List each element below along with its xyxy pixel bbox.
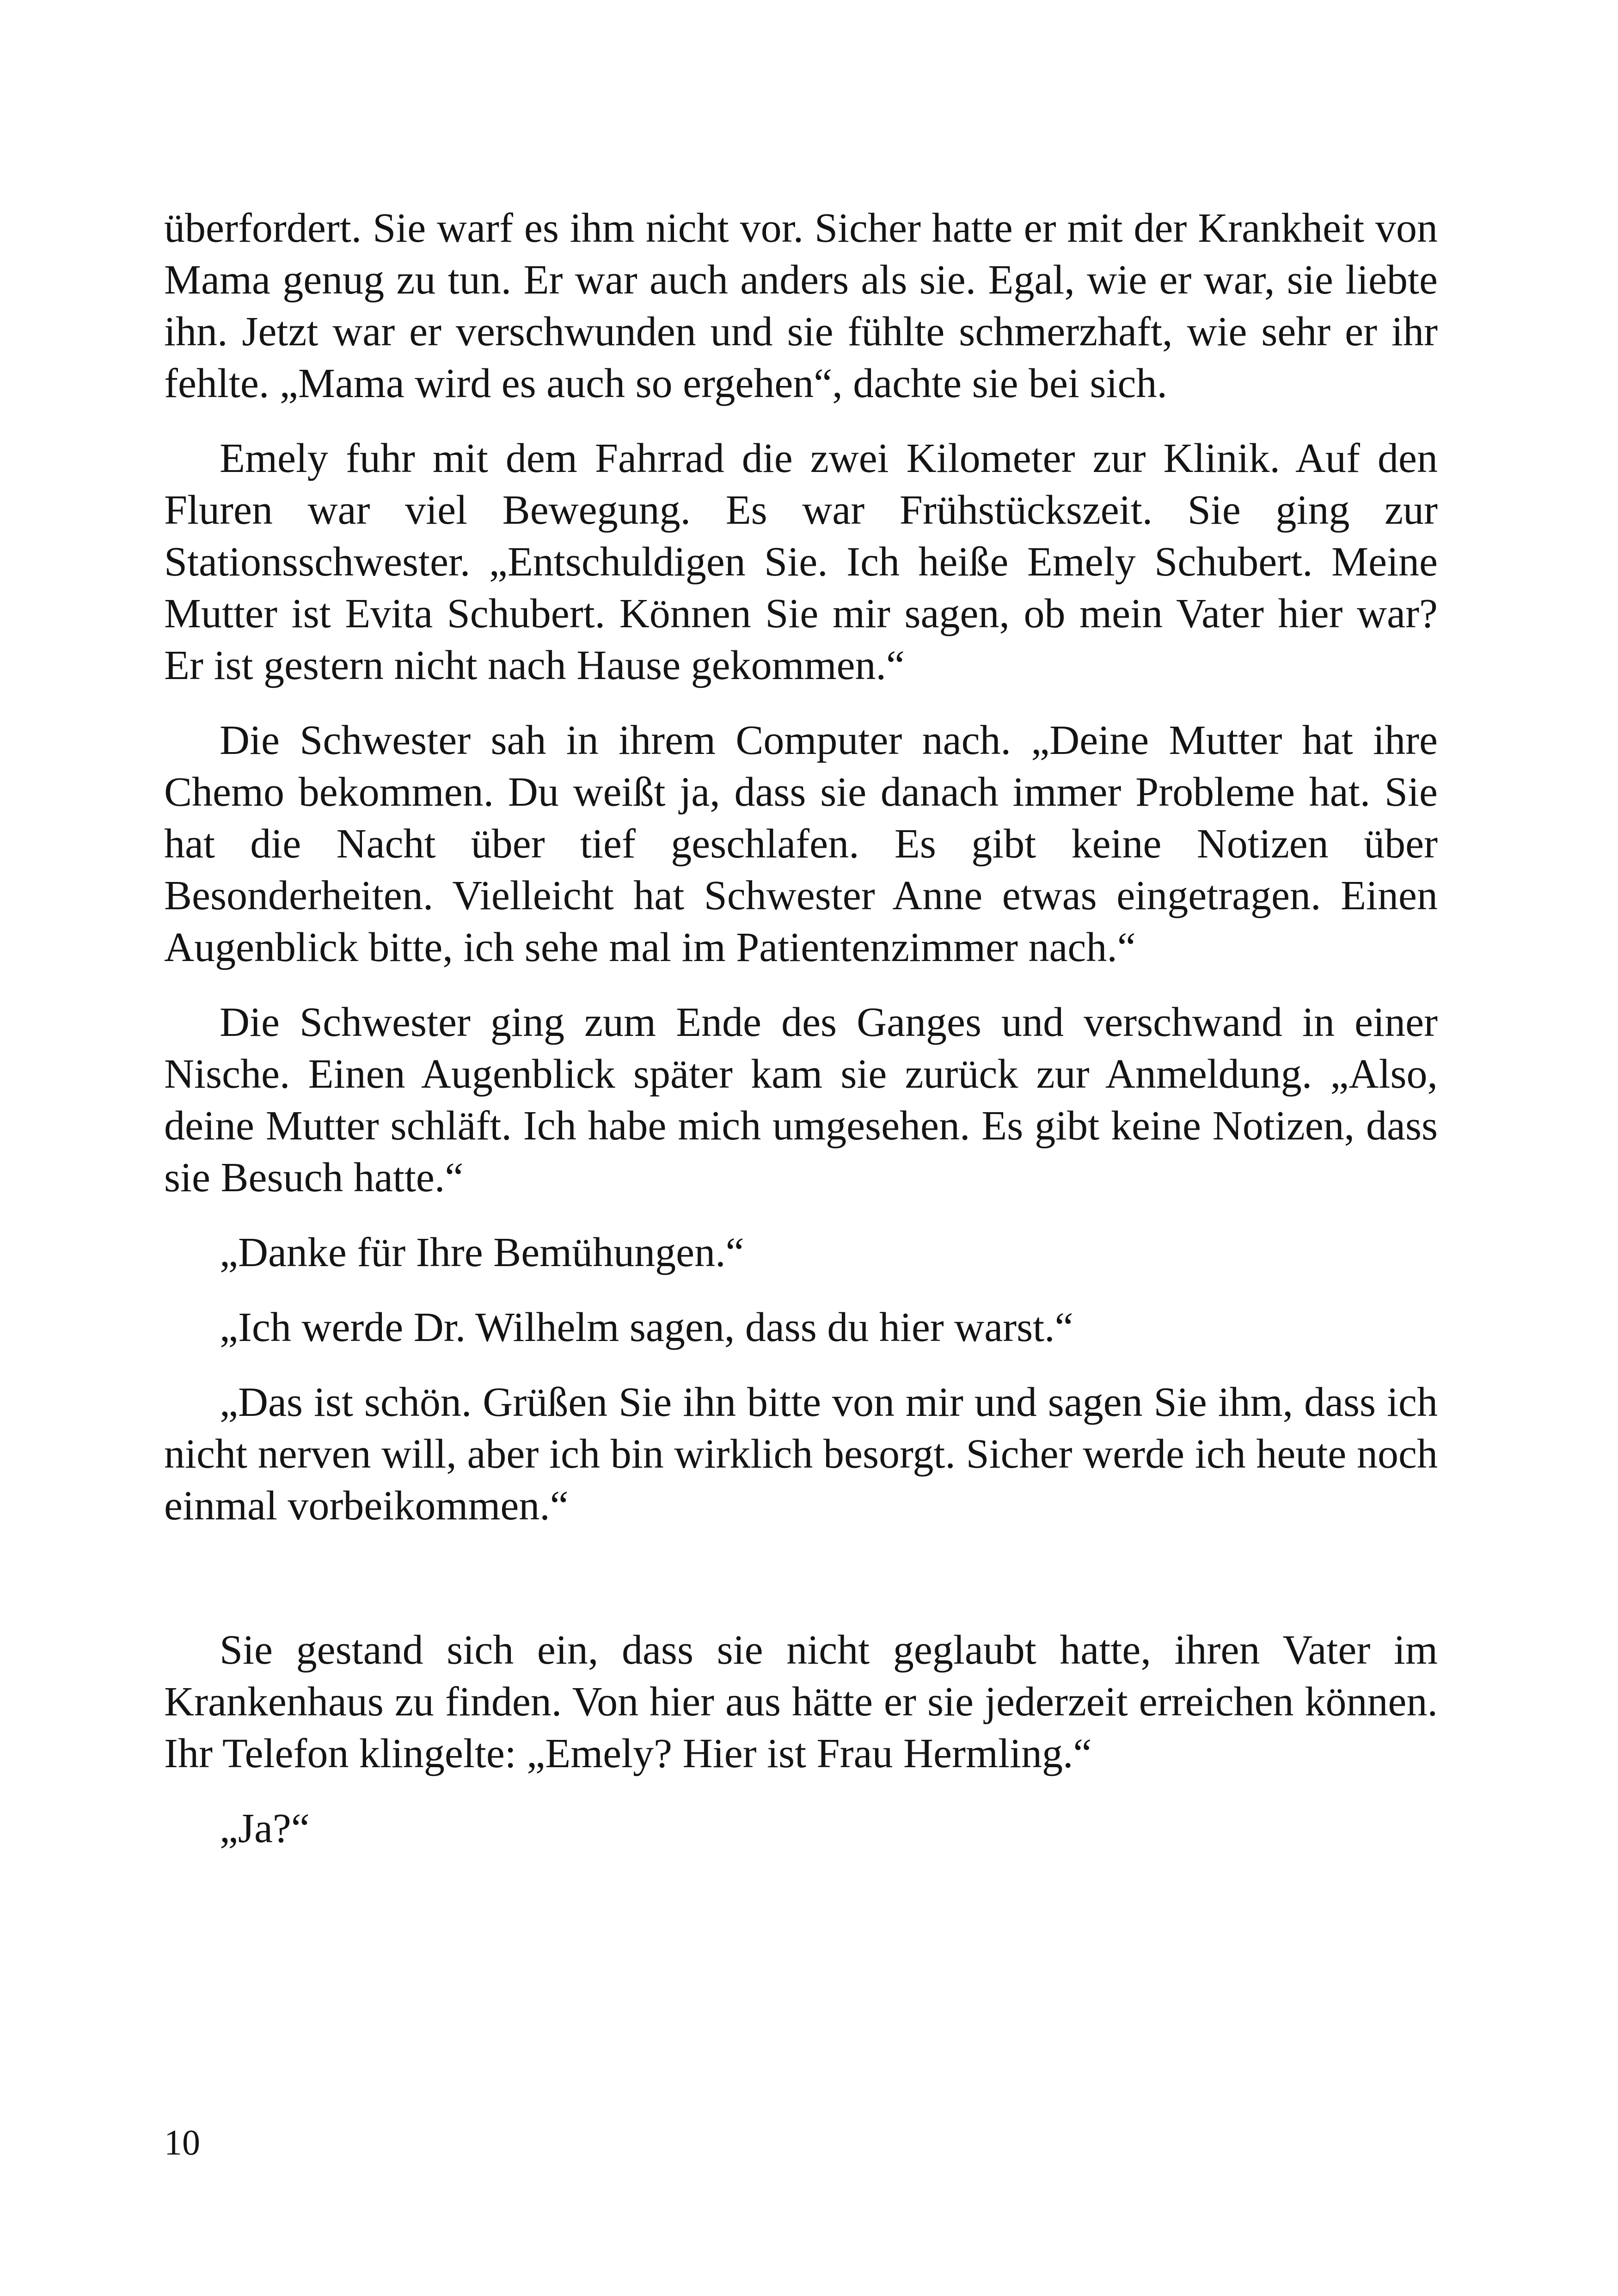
- paragraph: „Danke für Ihre Bemühungen.“: [220, 1230, 744, 1275]
- paragraph: Die Schwester sah in ihrem Computer nach. „Deine Mutter hat ihre Chemo bekommen. Du weißt ja, dass sie danach immer Probleme hat. Sie hat die Nacht über tief geschlafen. Es gibt keine Notizen über Besonderheiten. Vielleicht hat Schwester Anne etwas eingetragen. Einen Augenblick bitte, ich sehe mal im Patientenzimmer nach.“: [164, 717, 1438, 970]
- paragraph: Sie gestand sich ein, dass sie nicht geglaubt hatte, ihren Vater im Krankenhaus zu finden. Von hier aus hätte er sie jederzeit erreichen können. Ihr Telefon klingelte: „Emely? Hier ist Frau Hermling.“: [164, 1627, 1438, 1776]
- paragraph: „Das ist schön. Grüßen Sie ihn bitte von mir und sagen Sie ihm, dass ich nicht nerven will, aber ich bin wirklich besorgt. Sicher werde ich heute noch einmal vorbeikommen.“: [164, 1379, 1438, 1529]
- page-number: 10: [164, 2122, 200, 2162]
- paragraph: „Ja?“: [220, 1806, 310, 1851]
- body-text: [164, 202, 1438, 1878]
- paragraph: überfordert. Sie warf es ihm nicht vor. Sicher hatte er mit der Krankheit von Mama genug zu tun. Er war auch anders als sie. Egal, wie er war, sie liebte ihn. Jetzt war er verschwunden und sie fühlte schmerzhaft, wie sehr er ihr fehlte. „Mama wird es auch so ergehen“, dachte sie bei sich.: [164, 205, 1438, 406]
- paragraph: Emely fuhr mit dem Fahrrad die zwei Kilometer zur Klinik. Auf den Fluren war viel Bewegung. Es war Frühstückszeit. Sie ging zur Stationsschwester. „Entschuldigen Sie. Ich heiße Emely Schubert. Meine Mutter ist Evita Schubert. Können Sie mir sagen, ob mein Vater hier war? Er ist gestern nicht nach Hause gekommen.“: [164, 435, 1438, 688]
- paragraph: „Ich werde Dr. Wilhelm sagen, dass du hier warst.“: [220, 1304, 1073, 1350]
- paragraph: Die Schwester ging zum Ende des Ganges und verschwand in einer Nische. Einen Augenblick später kam sie zurück zur Anmeldung. „Also, deine Mutter schläft. Ich habe mich umgesehen. Es gibt keine Notizen, dass sie Besuch hatte.“: [164, 999, 1438, 1200]
